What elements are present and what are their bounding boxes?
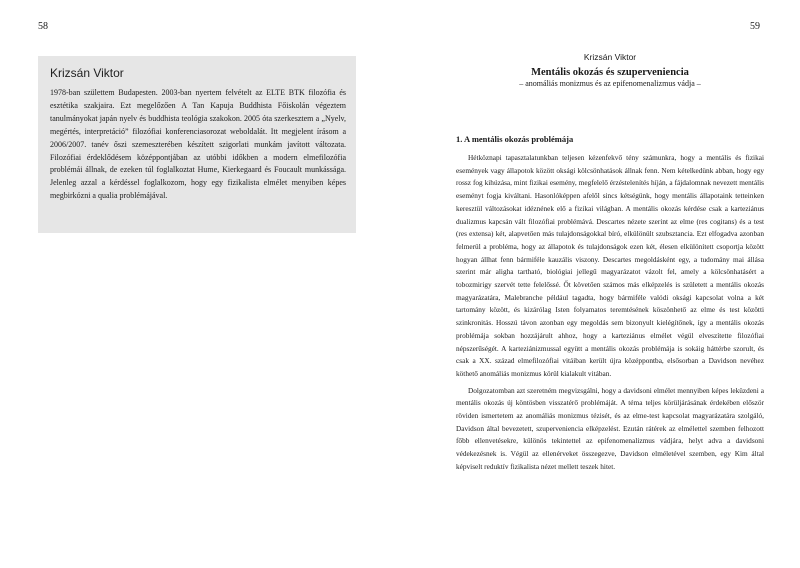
body-paragraph-2: Dolgozatomban azt szeretném megvizsgálni, hogy a davidsoni elmélet mennyiben képes leküzdeni a mentális okozás új köntösben visszatérő problémáját. A téma teljes körüljárásának érdekében először röviden ismertetem az anomáliás monizmus tézisét, és az elme-test kapcsolat magyarázatára szolgáló, Davidson által bevezetett, szupervenіencia elképzelést. Ezután rátérek az elmélettel szemben felhozott főbb ellenvetésekre, különös tekintettel az epifenomenalizmus vádjára, helyt adva a davidsoni védekezésnek is. Végül az ellenérveket összegezve, Davidson elméletével szemben, egy Kim által képviselt reduktív fizikalista nézet mellett teszek hitet. xyxy=(456,385,764,471)
article-title: Mentális okozás és szupervenіencia xyxy=(531,67,689,78)
article-author: Krizsán Viktor xyxy=(583,52,637,62)
page-number-right: 59 xyxy=(750,21,760,32)
page-number-left: 58 xyxy=(38,21,48,32)
bio-text: 1978-ban születtem Budapesten. 2003-ban nyertem felvételt az ELTE BTK filozófia és esztétika szakjaira. Ezt megelőzően A Tan Kapuja Buddhista Főiskolán végeztem tanulmányokat japán nyelv és buddhista teológia szakokon. 2005 óta szerkesztem a „Nyelv, megértés, interpretáció” filozófiai konferenciasorozat weboldalát. Itt megjelent írásom a 2006/2007. tanév őszi szemeszterében készített szigorlati munkám javított változata. Filozófiai érdeklődésem középpontjában az utóbbi időkben a modern elmefilozófia problémái állnak, de ezeken túl foglalkoztat Hume, Kierkegaard és Foucault munkássága. Jelenleg azzal a kérdéssel foglalkozom, hogy egy fizikalista elmélet menyiben képes megbirkózni a qualia problémájával. xyxy=(50,88,346,201)
body-paragraph-1: Hétköznapi tapasztalatunkban teljesen kézenfekvő tény számunkra, hogy a mentális és fizikai események vagy állapotok között oksági kölcsönhatások állnak fenn. Nem kételkedünk abban, hogy egy rossz fog kihúzása, mint fizikai esemény, megfelelő érzéstelenítés híján, a fájdalomnak nevezett mentális eseményt fogja kiváltani. Hasonlóképpen afelől sincs kétségünk, hogy mentális állapotaink tetteinken keresztül változásokat idéznének elő a fizikai világban. A mentális okozás kérdése csak a karteziánus dualizmus kapcsán vált filozófiai problémává. Descartes nézete szerint az elme (res cogitans) és a test (res extensa) két, alapvetően más tulajdonságokkal bíró, elkülönült szubsztancia. Ezt elfogadva azonban felmerül a probléma, hogy az állapotok és tulajdonságok ezen két, élesen elkülönített csoportja között hogyan állhat fenn bármiféle kauzális viszony. Descartes megoldásként egy, a tudomány mai állása szerint már aligha tartható, biológiai jellegű magyarázatot vázolt fel, amely a kölcsönhatásért a tobozmirigy szervét tette felelőssé. Őt követően számos más elképzelés is született a mentális okozás magyarázatára, Malebranche például tagadta, hogy bármiféle valódi oksági kapcsolat volna a két tartomány között, és kizárólag Isten folyamatos teremtésének köszönhető az elme és test közötti szinkronitás. Hosszú távon azonban egy megoldás sem bizonyult kielégítőnek, így a mentális okozás problémája sokban hozzájárult ahhoz, hogy a karteziánus elmélet végül elveszítette filozófiai népszerűségét. A karteziánizmussal együtt a mentális okozás problémája is sokáig háttérbe szorult, és csak a XX. század elmefilozófiai vitáiban került újra középpontba, elsősorban a Davidson nevéhez köthető anomáliás monizmus körül kialakult vitában. xyxy=(456,153,764,378)
article-column xyxy=(456,52,764,478)
bio-author-name: Krizsán Viktor xyxy=(50,66,124,80)
section-heading: 1. A mentális okozás problémája xyxy=(456,134,574,144)
author-bio-box xyxy=(38,56,356,233)
article-subtitle: – anomáliás monizmus és az epifenomenalizmus vádja – xyxy=(519,79,701,88)
